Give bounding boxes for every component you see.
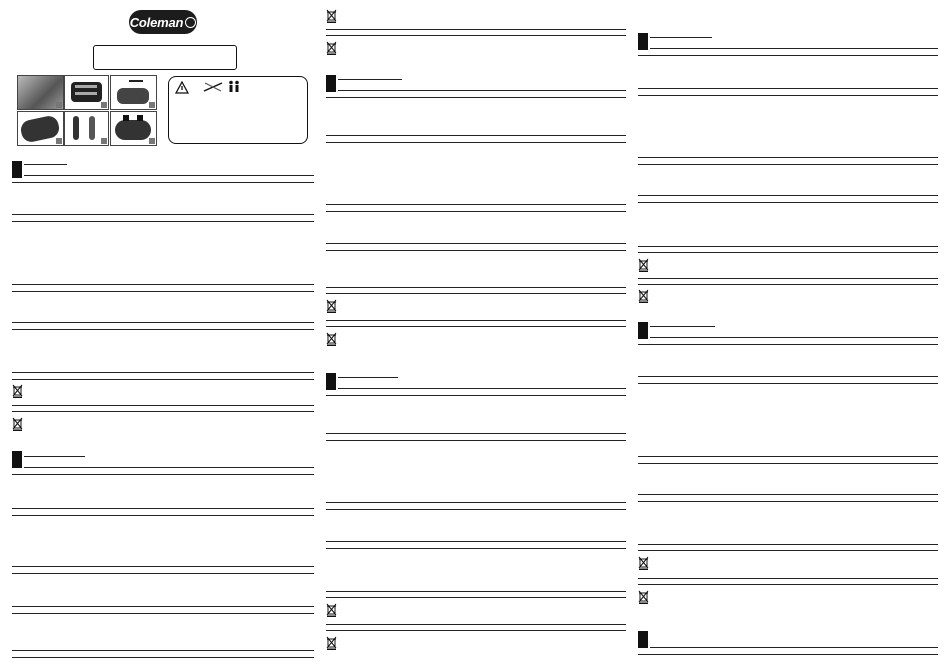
lang-2-title-rule	[24, 456, 85, 457]
warning-triangle-icon	[175, 81, 189, 94]
weee-bin-icon	[638, 590, 649, 604]
weee-bin-icon	[638, 289, 649, 303]
rule	[638, 584, 938, 585]
rule	[326, 287, 626, 288]
weee-bin-icon	[326, 332, 337, 346]
lang-6-title-rule	[650, 37, 712, 38]
rule	[326, 204, 626, 205]
rule	[24, 467, 314, 468]
photo-3	[110, 75, 157, 110]
rule	[638, 164, 938, 165]
rule	[638, 284, 938, 285]
lang-8-block	[638, 631, 648, 648]
lang-4-block	[326, 373, 336, 390]
rule	[650, 337, 938, 338]
rule	[12, 221, 314, 222]
rule	[12, 657, 314, 658]
rule	[326, 243, 626, 244]
rule	[326, 509, 626, 510]
warning-box	[168, 76, 308, 144]
rule	[650, 647, 938, 648]
lang-7-title-rule	[650, 326, 715, 327]
photo-6	[110, 111, 157, 146]
rule	[12, 515, 314, 516]
rule	[638, 383, 938, 384]
rule	[638, 246, 938, 247]
rule	[326, 135, 626, 136]
rule	[638, 544, 938, 545]
weee-bin-icon	[638, 258, 649, 272]
rule	[326, 142, 626, 143]
rule	[638, 463, 938, 464]
rule	[638, 344, 938, 345]
rule	[12, 606, 314, 607]
rule	[12, 508, 314, 509]
weee-bin-icon	[326, 636, 337, 650]
rule	[12, 284, 314, 285]
rule	[12, 411, 314, 412]
model-box	[93, 45, 237, 70]
weee-bin-icon	[326, 41, 337, 55]
lang-4-title-rule	[338, 377, 398, 378]
rule	[12, 329, 314, 330]
rule	[12, 650, 314, 651]
rule	[326, 624, 626, 625]
weee-bin-icon	[12, 384, 23, 398]
weee-bin-icon	[326, 9, 337, 23]
rule	[326, 440, 626, 441]
rule	[638, 95, 938, 96]
rule	[638, 195, 938, 196]
rule	[326, 541, 626, 542]
rule	[12, 214, 314, 215]
logo-emblem-icon	[185, 17, 196, 28]
rule	[326, 211, 626, 212]
rule	[638, 55, 938, 56]
rule	[12, 474, 314, 475]
rule	[638, 578, 938, 579]
rule	[12, 613, 314, 614]
rule	[638, 88, 938, 89]
rule	[638, 501, 938, 502]
rule	[12, 182, 314, 183]
rule	[638, 654, 938, 655]
lang-2-block	[12, 451, 22, 468]
weee-bin-icon	[638, 556, 649, 570]
rule	[326, 502, 626, 503]
photo-4	[17, 111, 64, 146]
rule	[12, 291, 314, 292]
rule	[338, 90, 626, 91]
weee-bin-icon	[12, 417, 23, 431]
rule	[638, 202, 938, 203]
weee-bin-icon	[326, 603, 337, 617]
photo-5	[64, 111, 109, 146]
photo-1	[17, 75, 64, 110]
rule	[326, 35, 626, 36]
lang-1-block	[12, 161, 22, 178]
logo: Coleman	[129, 10, 197, 34]
rule	[12, 573, 314, 574]
rule	[638, 494, 938, 495]
rule	[326, 29, 626, 30]
rule	[638, 550, 938, 551]
lang-3-block	[326, 75, 336, 92]
rule	[638, 278, 938, 279]
rule	[12, 566, 314, 567]
weee-bin-icon	[326, 299, 337, 313]
rule	[12, 322, 314, 323]
rule	[326, 293, 626, 294]
rule	[326, 250, 626, 251]
lang-7-block	[638, 322, 648, 339]
rule	[326, 433, 626, 434]
rule	[12, 379, 314, 380]
rule	[12, 372, 314, 373]
rule	[326, 591, 626, 592]
rule	[650, 48, 938, 49]
rule	[338, 388, 626, 389]
tools-icon	[203, 81, 223, 93]
rule	[326, 320, 626, 321]
rule	[326, 97, 626, 98]
rule	[326, 630, 626, 631]
photo-2	[64, 75, 109, 110]
rule	[638, 157, 938, 158]
rule	[326, 597, 626, 598]
rule	[638, 456, 938, 457]
lang-3-title-rule	[338, 79, 402, 80]
rule	[24, 175, 314, 176]
rule	[326, 395, 626, 396]
rule	[326, 548, 626, 549]
lang-6-block	[638, 33, 648, 50]
rule	[638, 376, 938, 377]
rule	[326, 326, 626, 327]
lang-1-title-rule	[24, 164, 67, 165]
rule	[638, 252, 938, 253]
children-icon	[227, 80, 241, 93]
rule	[12, 405, 314, 406]
